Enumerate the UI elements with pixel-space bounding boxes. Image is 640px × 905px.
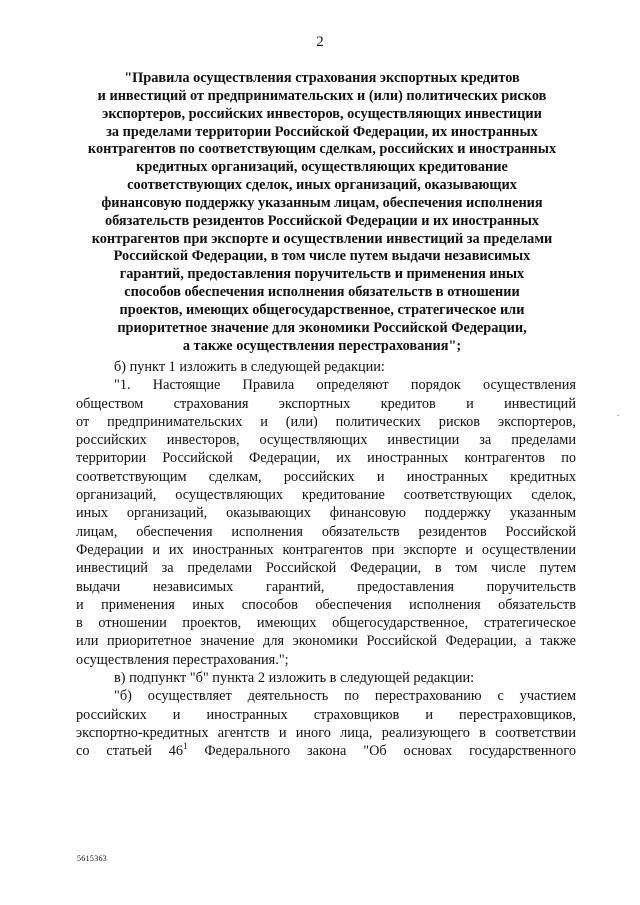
- title-line: соответствующих сделок, иных организаций, оказывающих: [127, 177, 517, 194]
- text-line: организаций, осуществляющих кредитование соответствующих сделок,: [76, 487, 576, 504]
- title-line: способов обеспечения исполнения обязательств в отношении: [124, 284, 520, 301]
- title-line: обязательств резидентов Российской Федерации и их иностранных: [104, 212, 540, 229]
- text-line: российских и иностранных страховщиков и перестраховщиков,: [76, 706, 576, 723]
- title-line: Российской Федерации, в том числе путем выдачи независимых: [113, 248, 531, 265]
- text-line: б) пункт 1 изложить в следующей редакции:: [114, 359, 385, 375]
- title-line: а также осуществления перестрахования";: [182, 337, 462, 354]
- text-line: экспортно-кредитных агентств и иного лица, реализующего в соответствии: [76, 724, 576, 741]
- text-line: "б) осуществляет деятельность по перестрахованию с участием: [114, 688, 576, 705]
- title-line: экспортеров, российских инвесторов, осуществляющих инвестиции: [102, 105, 542, 122]
- footer-code: 5615363: [77, 854, 108, 863]
- text-line: российских инвесторов, осуществляющих инвестиции за пределами: [76, 432, 576, 449]
- text-line: в) подпункт "б" пункта 2 изложить в следующей редакции:: [114, 670, 475, 687]
- text-line: соответствующим сделкам, российских и иностранных кредитных: [76, 468, 576, 485]
- text-line: или приоритетное значение для экономики Российской Федерации, а также: [76, 633, 576, 650]
- text-line: территории Российской Федерации, их иностранных контрагентов по: [76, 450, 576, 467]
- text-line: осуществления перестрахования.";: [76, 651, 289, 668]
- text-line: Федерации и их иностранных контрагентов при экспорте и осуществлении: [76, 541, 576, 558]
- text-line: в отношении проектов, имеющих общегосударственное, стратегическое: [76, 615, 576, 632]
- page-number: 2: [316, 34, 324, 50]
- document-title: [68, 70, 576, 356]
- title-line: и инвестиций от предпринимательских и (или) политических рисков: [97, 87, 547, 104]
- title-line: финансовую поддержку указанным лицам, обеспечения исполнения: [101, 194, 543, 211]
- text-line: обществом страхования экспортных кредитов и инвестиций: [76, 395, 576, 412]
- margin-mark: .: [617, 408, 620, 418]
- document-body: [76, 358, 576, 761]
- title-line: контрагентов по соответствующим сделкам, российских и иностранных: [87, 141, 557, 158]
- title-line: за пределами территории Российской Федерации, их иностранных: [106, 123, 538, 140]
- title-line: кредитных организаций, осуществляющих кредитование: [136, 159, 508, 176]
- text-line: [76, 742, 576, 760]
- text-line: инвестиций за пределами Российской Федерации, в том числе путем: [76, 560, 576, 577]
- text-line: лицам, обеспечения исполнения обязательств резидентов Российской: [76, 523, 576, 540]
- title-line: приоритетное значение для экономики Российской Федерации,: [117, 319, 527, 336]
- superscript: 1: [183, 741, 188, 752]
- text-segment: со статьей 46: [76, 743, 184, 760]
- title-line: контрагентов при экспорте и осуществлении инвестиций за пределами: [91, 230, 553, 247]
- text-line: от предпринимательских и (или) политических рисков экспортеров,: [76, 413, 576, 430]
- title-line: проектов, имеющих общегосударственное, стратегическое или: [119, 301, 525, 318]
- title-line: "Правила осуществления страхования экспортных кредитов: [124, 70, 520, 86]
- text-line: иных организаций, оказывающих финансовую поддержку указанным: [76, 505, 576, 522]
- text-line: и применения иных способов обеспечения исполнения обязательств: [76, 596, 576, 613]
- title-line: гарантий, предоставления поручительств и применения иных: [119, 266, 525, 283]
- text-segment: Федерального закона "Об основах государственного: [187, 743, 576, 760]
- text-line: "1. Настоящие Правила определяют порядок осуществления: [114, 377, 576, 394]
- text-line: выдачи независимых гарантий, предоставления поручительств: [76, 578, 576, 595]
